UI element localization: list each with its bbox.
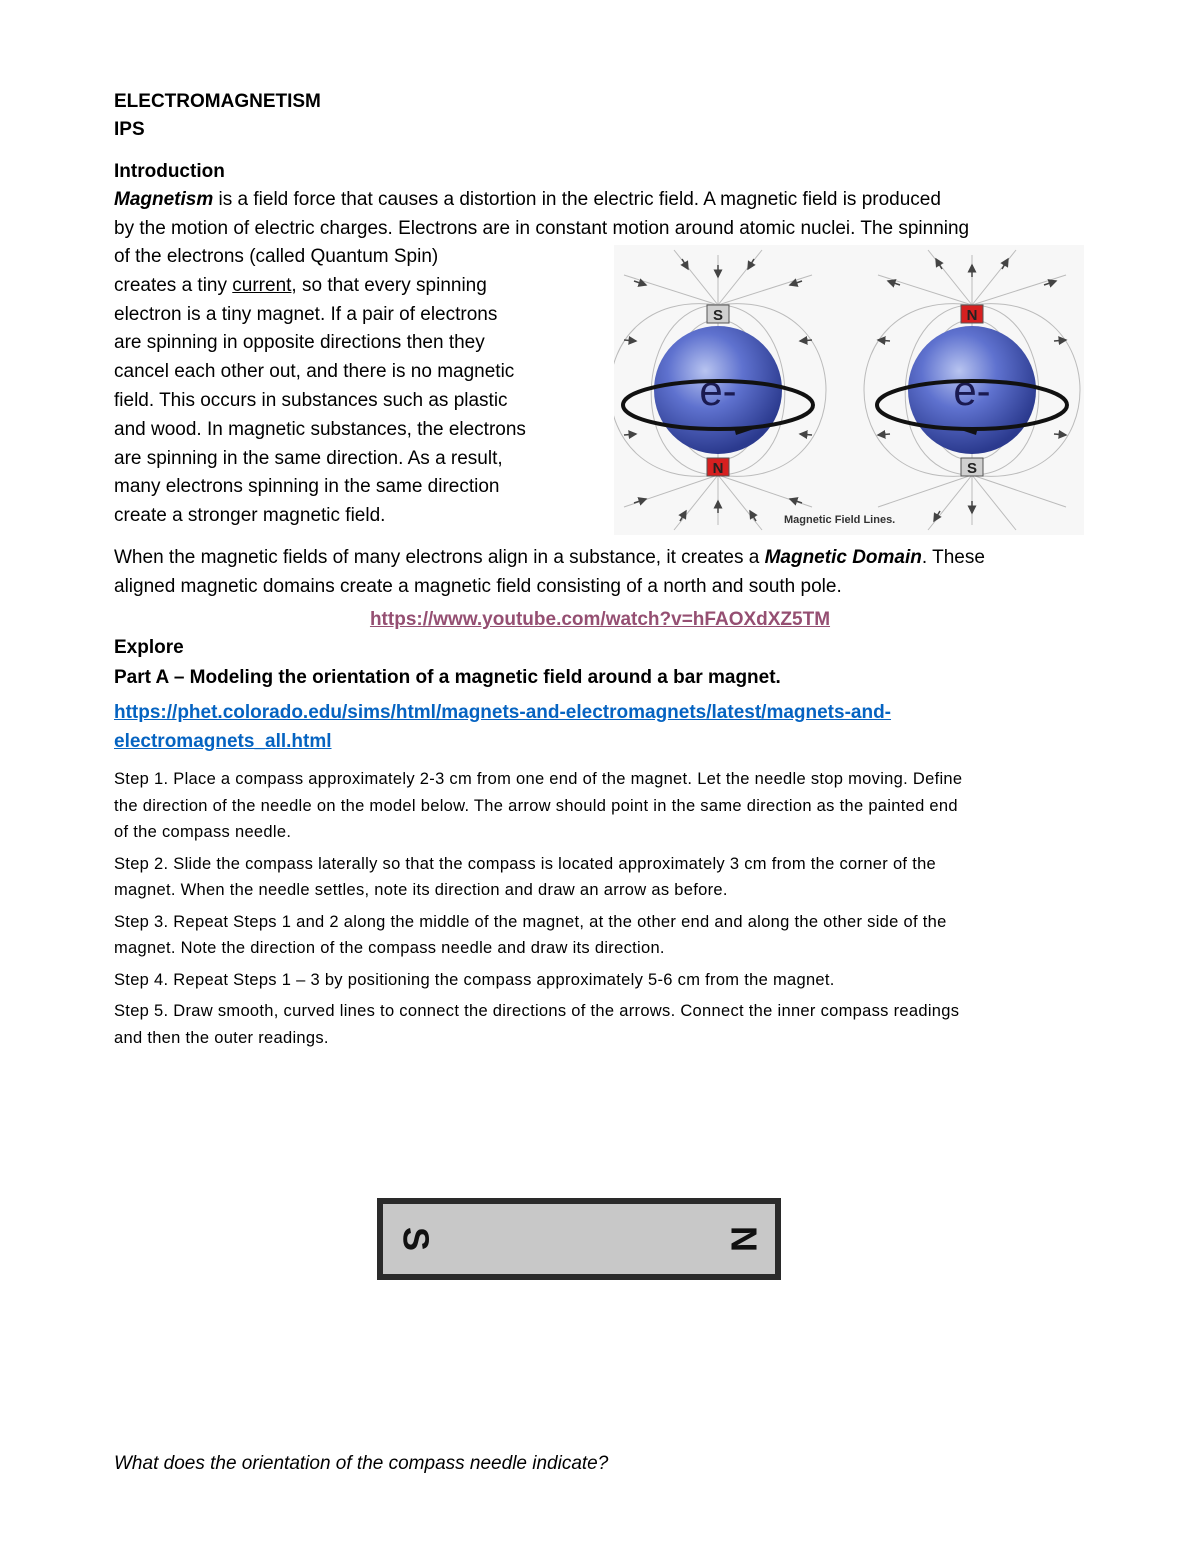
left-bottom-pole-label: N [712, 460, 724, 477]
figure-caption: Magnetic Field Lines. [784, 514, 896, 526]
steps-list [114, 766, 1114, 1056]
left-electron-label: e- [699, 367, 737, 414]
right-bottom-pole-label: S [966, 460, 978, 477]
bar-magnet [376, 1197, 782, 1281]
intro-paragraph-wrapped [114, 243, 594, 531]
document-title: ELECTROMAGNETISM [114, 91, 321, 112]
explore-heading: Explore [114, 637, 184, 658]
step-1: Step 1. Place a compass approximately 2-3 cm from one end of the magnet. Let the needle stop moving. Define the direction of the needle on the model below. The arrow should point in the same direction as the painted end of the compass needle. [114, 770, 963, 841]
step-5: Step 5. Draw smooth, curved lines to connect the directions of the arrows. Connect the inner compass readings and then the outer readings. [114, 1002, 960, 1047]
youtube-link[interactable]: https://www.youtube.com/watch?v=hFAOXdXZ5TM [369, 609, 831, 630]
document-subtitle: IPS [114, 119, 145, 140]
step-3: Step 3. Repeat Steps 1 and 2 along the middle of the magnet, at the other end and along the other side of the magnet. Note the direction of the compass needle and draw its direction. [114, 912, 947, 957]
part-a-heading: Part A – Modeling the orientation of a magnetic field around a bar magnet. [114, 667, 781, 688]
intro-line-7: cancel each other out, and there is no magnetic [114, 361, 515, 383]
right-top-pole-label: N [966, 307, 978, 324]
intro-line-11: many electrons spinning in the same direction [114, 476, 500, 498]
intro-heading: Introduction [114, 161, 225, 182]
phet-link[interactable] [114, 698, 891, 756]
right-electron-label: e- [953, 367, 991, 414]
intro-line-2: by the motion of electric charges. Electrons are in constant motion around atomic nuclei. The spinning [114, 217, 970, 239]
intro-line-5: electron is a tiny magnet. If a pair of electrons [114, 303, 498, 325]
intro-line-6: are spinning in opposite directions then they [114, 332, 485, 354]
phet-link-line-1[interactable]: https://phet.colorado.edu/sims/html/magnets-and-electromagnets/latest/magnets-and- [114, 702, 892, 723]
term-magnetic-domain: Magnetic Domain [764, 547, 922, 568]
step-2: Step 2. Slide the compass laterally so that the compass is located approximately 3 cm from the corner of the magnet. When the needle settles, note its direction and draw an arrow as before. [114, 854, 937, 899]
step-4: Step 4. Repeat Steps 1 – 3 by positioning the compass approximately 5-6 cm from the magnet. [114, 970, 835, 989]
intro-line-3: of the electrons (called Quantum Spin) [114, 246, 439, 267]
current-link[interactable]: current [232, 274, 292, 296]
domain-line-1: When the magnetic fields of many electrons align in a substance, it creates a Magnetic Domain. These [114, 547, 985, 568]
left-top-pole-label: S [712, 307, 724, 324]
domain-line-2: aligned magnetic domains create a magnetic field consisting of a north and south pole. [114, 575, 842, 597]
intro-line-4: creates a tiny current, so that every spinning [114, 274, 487, 296]
intro-line-1: Magnetism is a field force that causes a distortion in the electric field. A magnetic field is produced [114, 189, 941, 210]
intro-line-10: are spinning in the same direction. As a result, [114, 447, 503, 469]
intro-line-9: and wood. In magnetic substances, the electrons [114, 418, 526, 440]
term-magnetism: Magnetism [114, 189, 214, 210]
domain-paragraph [114, 544, 1114, 601]
question-prompt: What does the orientation of the compass needle indicate? [114, 1453, 609, 1474]
phet-link-line-2[interactable]: electromagnets_all.html [114, 731, 332, 752]
bar-magnet-body [383, 1204, 775, 1274]
magnet-south-label: S [395, 1226, 437, 1252]
electron-spin-figure [614, 245, 1084, 535]
intro-paragraph [114, 186, 1114, 243]
intro-line-12: create a stronger magnetic field. [114, 505, 386, 527]
intro-line-8: field. This occurs in substances such as plastic [114, 389, 508, 411]
magnet-north-label: N [723, 1226, 765, 1252]
